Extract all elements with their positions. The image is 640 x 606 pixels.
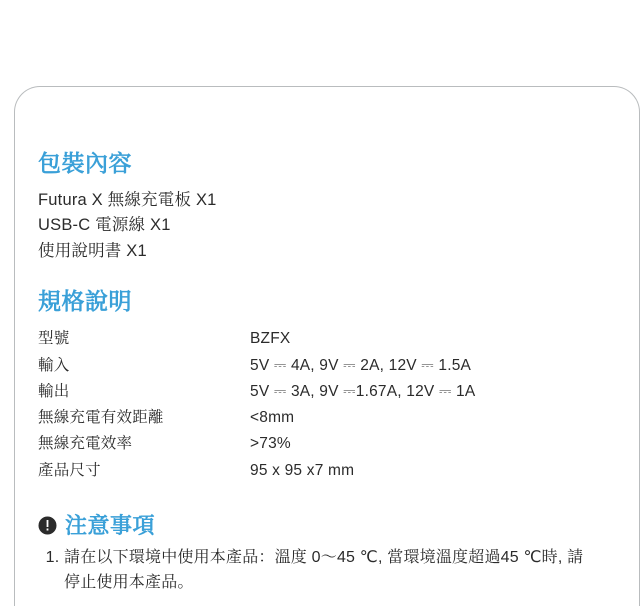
- warning-icon: [38, 516, 57, 535]
- spec-value: 5V ⎓ 4A, 9V ⎓ 2A, 12V ⎓ 1.5A: [250, 356, 472, 374]
- list-item: Futura X 無線充電板 X1: [38, 190, 217, 209]
- spec-label: 無線充電有效距離: [38, 409, 164, 427]
- spec-value: 5V ⎓ 3A, 9V ⎓1.67A, 12V ⎓ 1A: [250, 382, 476, 400]
- table-row: [38, 378, 598, 404]
- spec-value: >73%: [250, 435, 291, 453]
- notice-title: 注意事項: [65, 513, 156, 539]
- notice-header: [38, 509, 598, 540]
- list-item: 1. 請在以下環境中使用本產品：溫度 0～45 ℃, 當環境溫度超過45 ℃時, 請停止使用本產品。: [64, 546, 598, 596]
- spec-value: <8mm: [250, 409, 295, 427]
- list-item: 使用說明書 X1: [38, 241, 147, 260]
- manual-content: [38, 150, 598, 596]
- package-contents-title: 包裝內容: [38, 150, 132, 176]
- spec-label: 輸出: [38, 382, 70, 400]
- spec-label: 輸入: [38, 356, 70, 374]
- spec-label: 型號: [38, 330, 70, 348]
- spec-value: 95 x 95 x7 mm: [250, 461, 355, 479]
- spec-label: 無線充電效率: [38, 435, 133, 453]
- package-contents-list: [38, 188, 598, 265]
- specifications-title: 規格說明: [38, 288, 132, 315]
- notice-list: [38, 546, 598, 596]
- specifications-table: [38, 326, 598, 484]
- table-row: [38, 457, 598, 483]
- list-item: USB-C 電源線 X1: [38, 216, 171, 235]
- table-row: [38, 352, 598, 378]
- table-row: [38, 405, 598, 431]
- spec-value: BZFX: [250, 330, 291, 348]
- table-row: [38, 326, 598, 352]
- spec-label: 產品尺寸: [38, 461, 101, 479]
- table-row: [38, 431, 598, 457]
